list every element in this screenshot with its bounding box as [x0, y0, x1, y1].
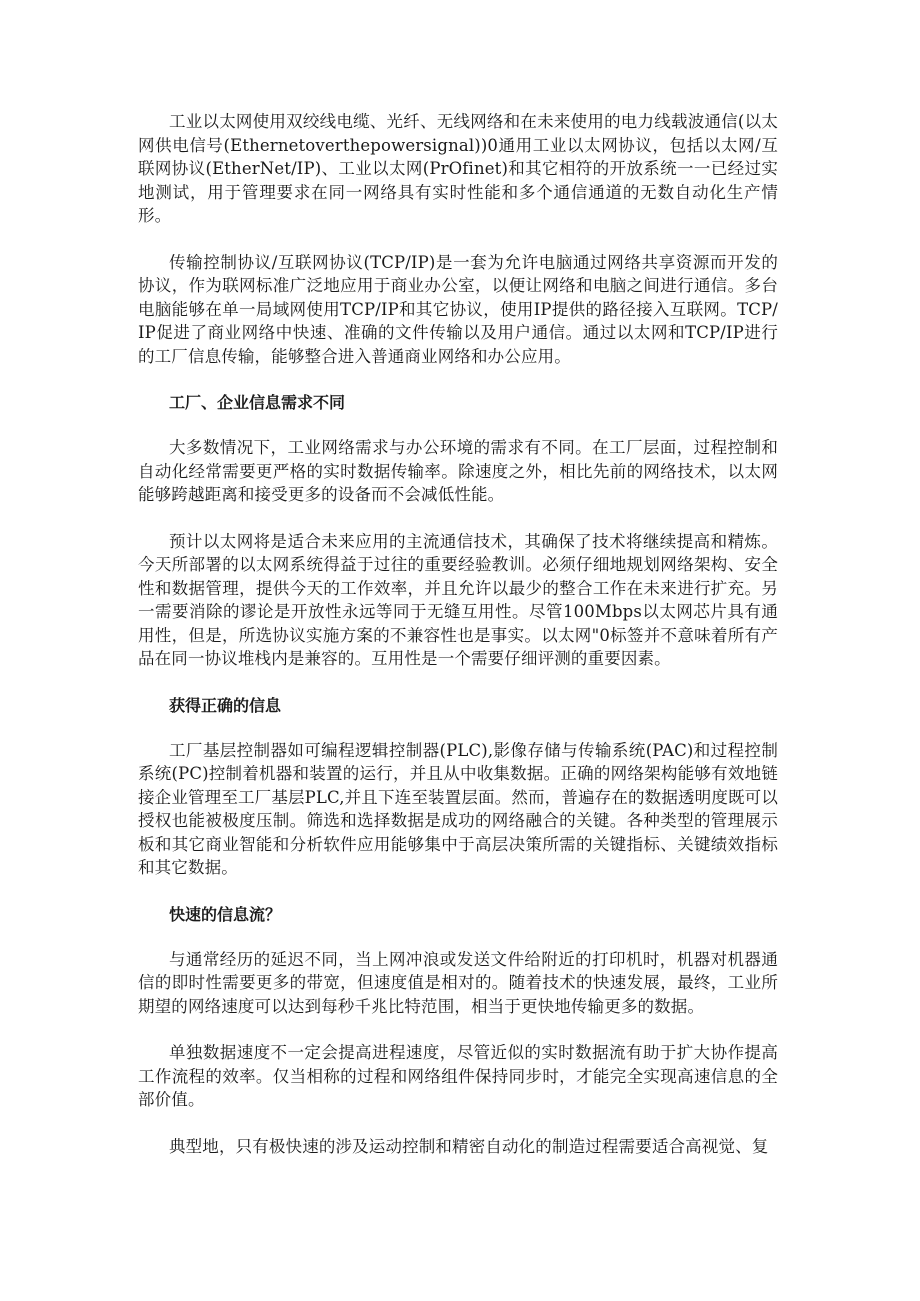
heading-right-information: 获得正确的信息: [169, 695, 282, 715]
paragraph-network-needs: 大多数情况下，工业网络需求与办公环境的需求有不同。在工厂层面，过程控制和自动化经常需要更严格的实时数据传输率。除速度之外，相比先前的网络技术，以太网能够跨越距离和接受更多的设备而不会减低性能。: [138, 438, 778, 504]
heading-fast-information-flow: 快速的信息流？: [169, 904, 282, 924]
document-body: [138, 110, 778, 1181]
heading-factory-enterprise-needs: 工厂、企业信息需求不同: [169, 393, 346, 412]
paragraph-bandwidth: 与通常经历的延迟不同，当上网冲浪或发送文件给附近的打印机时，机器对机器通信的即时性需要更多的带宽，但速度值是相对的。随着技术的快速发展，最终，工业所期望的网络速度可以达到每秒千兆比特范围，相当于更快地传输更多的数据。: [138, 949, 778, 1016]
paragraph-data-speed: 单独数据速度不一定会提高进程速度，尽管近似的实时数据流有助于扩大协作提高工作流程的效率。仅当相称的过程和网络组件保持同步时，才能完全实现高速信息的全部价值。: [138, 1043, 778, 1109]
paragraph-industrial-ethernet: 工业以太网使用双绞线电缆、光纤、无线网络和在未来使用的电力线载波通信(以太网供电信号(Ethernetoverthepowersignal))0通用工业以太网协议，包括以太网/互联网协议(EtherNet/IP)、工业以太网(PrOfinet)和其它相符的开放系统一一已经过实地测试，用于管理要求在同一网络具有实时性能和多个通信通道的无数自动化生产情形。: [138, 112, 778, 225]
paragraph-tcp-ip: 传输控制协议/互联网协议(TCP/IP)是一套为允许电脑通过网络共享资源而开发的协议，作为联网标准广泛地应用于商业办公室，以便让网络和电脑之间进行通信。多台电脑能够在单一局域网使用TCP/IP和其它协议，使用IP提供的路径接入互联网。TCP/IP促进了商业网络中快速、准确的文件传输以及用户通信。通过以太网和TCP/IP进行的工厂信息传输，能够整合进入普通商业网络和办公应用。: [138, 252, 778, 366]
paragraph-plant-controllers: 工厂基层控制器如可编程逻辑控制器(PLC),影像存储与传输系统(PAC)和过程控制系统(PC)控制着机器和装置的运行，并且从中收集数据。正确的网络架构能够有效地链接企业管理至工厂基层PLC,并且下连至装置层面。然而，普遍存在的数据透明度既可以授权也能被极度压制。筛选和选择数据是成功的网络融合的关键。各种类型的管理展示板和其它商业智能和分析软件应用能够集中于高层决策所需的关键指标、关键绩效指标和其它数据。: [138, 740, 778, 877]
paragraph-motion-control: 典型地，只有极快速的涉及运动控制和精密自动化的制造过程需要适合高视觉、复: [169, 1136, 769, 1156]
paragraph-mainstream-technology: 预计以太网将是适合未来应用的主流通信技术，其确保了技术将继续提高和精炼。今天所部署的以太网系统得益于过往的重要经验教训。必须仔细地规划网络架构、安全性和数据管理，提供今天的工作效率，并且允许以最少的整合工作在未来进行扩充。另一需要消除的谬论是开放性永远等同于无缝互用性。尽管100Mbps以太网芯片具有通用性，但是，所选协议实施方案的不兼容性也是事实。以太网"0标签并不意味着所有产品在同一协议堆栈内是兼容的。互用性是一个需要仔细评测的重要因素。: [138, 531, 778, 668]
